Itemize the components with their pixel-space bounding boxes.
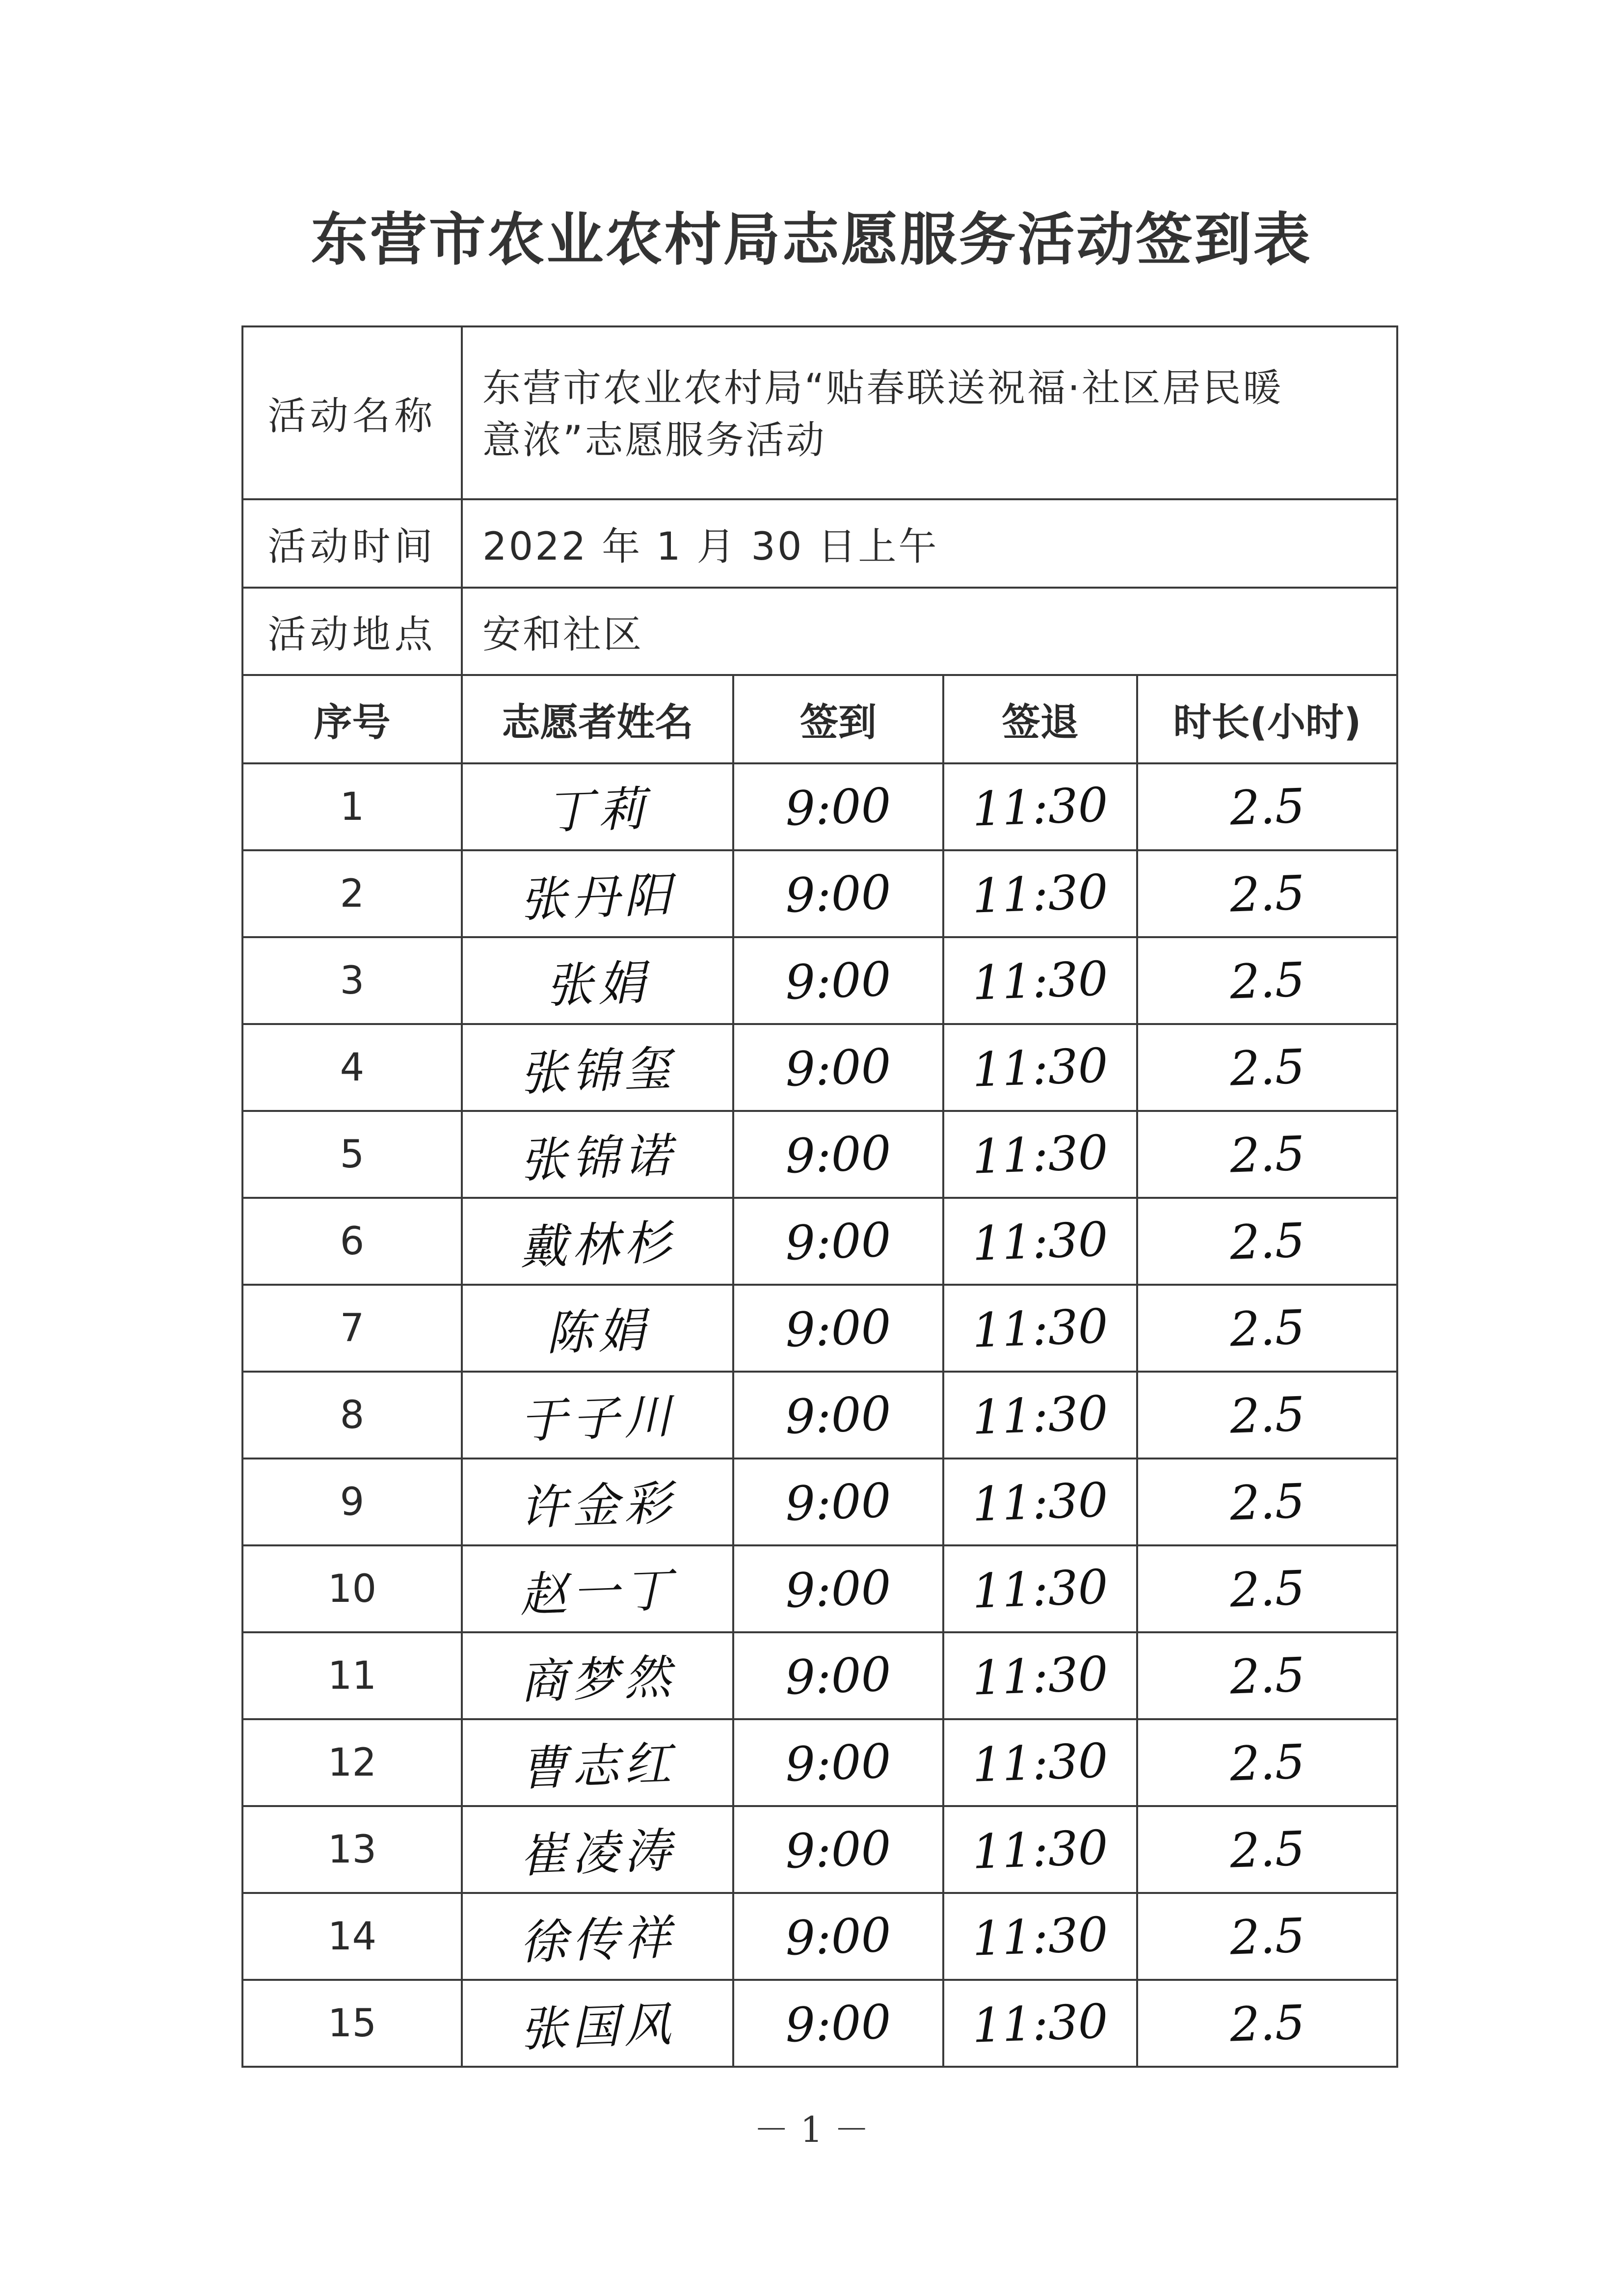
row-number: 11 xyxy=(327,1653,377,1698)
sign-out-time: 11:30 xyxy=(971,1037,1109,1098)
volunteer-signature: 张锦玺 xyxy=(518,1041,677,1102)
duration-hours-cell xyxy=(1137,1806,1397,1893)
table-row xyxy=(242,1980,1397,2067)
row-number: 2 xyxy=(340,871,365,916)
activity-name-value xyxy=(462,326,1397,499)
page-title: 东营市农业农村局志愿服务活动签到表 xyxy=(311,206,1312,273)
sign-in-time-cell xyxy=(733,850,943,937)
row-number: 6 xyxy=(340,1219,365,1264)
sign-out-time: 11:30 xyxy=(971,1732,1109,1793)
volunteer-signature: 商梦然 xyxy=(518,1649,677,1710)
sign-in-time: 9:00 xyxy=(784,951,892,1010)
row-number-cell xyxy=(242,1545,462,1632)
row-number-cell xyxy=(242,1632,462,1719)
volunteer-signature-cell xyxy=(462,1980,733,2067)
duration-hours: 2.5 xyxy=(1228,1820,1306,1879)
sign-out-time: 11:30 xyxy=(971,1124,1109,1185)
sign-in-time-cell xyxy=(733,937,943,1024)
volunteer-signature: 陈娟 xyxy=(544,1302,651,1361)
sign-in-time-cell xyxy=(733,1806,943,1893)
sign-in-time-cell xyxy=(733,1198,943,1285)
table-row xyxy=(242,1198,1397,1285)
volunteer-signature-cell xyxy=(462,1459,733,1545)
volunteer-signature: 张娟 xyxy=(544,955,651,1014)
sign-out-time-cell xyxy=(943,1459,1137,1545)
sign-in-time: 9:00 xyxy=(784,1038,892,1097)
duration-hours-cell xyxy=(1137,763,1397,850)
activity-time-value: 2022 年 1 月 30 日上午 xyxy=(462,499,1397,588)
duration-hours-cell xyxy=(1137,1111,1397,1198)
header-sign-in: 签到 xyxy=(733,675,943,763)
sign-in-time-cell xyxy=(733,1893,943,1980)
duration-hours: 2.5 xyxy=(1228,1212,1306,1270)
activity-name-line-2: 意浓”志愿服务活动 xyxy=(482,418,826,462)
row-number: 3 xyxy=(340,958,365,1003)
duration-hours-cell xyxy=(1137,1372,1397,1459)
sign-out-time-cell xyxy=(943,1198,1137,1285)
row-number: 7 xyxy=(340,1306,365,1351)
sign-out-time: 11:30 xyxy=(971,1906,1109,1967)
table-row xyxy=(242,1719,1397,1806)
row-number-cell xyxy=(242,1719,462,1806)
sign-out-time: 11:30 xyxy=(971,1646,1109,1706)
activity-place-label: 活动地点 xyxy=(242,588,462,675)
row-number: 4 xyxy=(340,1045,365,1090)
sign-in-time-cell xyxy=(733,1719,943,1806)
row-number-cell xyxy=(242,850,462,937)
header-duration: 时长(小时) xyxy=(1137,675,1397,763)
volunteer-signature-cell xyxy=(462,937,733,1024)
sign-out-time: 11:30 xyxy=(971,1298,1109,1358)
row-number: 13 xyxy=(327,1827,377,1872)
volunteer-signature-cell xyxy=(462,1719,733,1806)
duration-hours-cell xyxy=(1137,1719,1397,1806)
sign-in-time: 9:00 xyxy=(784,1212,892,1271)
sign-out-time-cell xyxy=(943,1632,1137,1719)
sign-in-time-cell xyxy=(733,1545,943,1632)
volunteer-signature: 张锦诺 xyxy=(518,1128,677,1189)
page-number: － 1 － xyxy=(753,2109,870,2150)
row-number-cell xyxy=(242,1024,462,1111)
sign-out-time-cell xyxy=(943,1719,1137,1806)
sign-in-time: 9:00 xyxy=(784,1559,892,1619)
duration-hours-cell xyxy=(1137,850,1397,937)
duration-hours: 2.5 xyxy=(1228,1125,1306,1184)
duration-hours: 2.5 xyxy=(1228,1647,1306,1705)
sign-out-time-cell xyxy=(943,1111,1137,1198)
duration-hours: 2.5 xyxy=(1228,1386,1306,1444)
row-number-cell xyxy=(242,1198,462,1285)
row-number: 14 xyxy=(327,1914,377,1959)
duration-hours-cell xyxy=(1137,1980,1397,2067)
activity-time-label: 活动时间 xyxy=(242,499,462,588)
sign-in-time: 9:00 xyxy=(784,1298,892,1358)
table-row xyxy=(242,1893,1397,1980)
volunteer-signature: 许金彩 xyxy=(518,1475,677,1536)
sign-out-time-cell xyxy=(943,850,1137,937)
sign-out-time: 11:30 xyxy=(971,1559,1109,1619)
table-row xyxy=(242,763,1397,850)
sign-out-time-cell xyxy=(943,1806,1137,1893)
header-seq: 序号 xyxy=(242,675,462,763)
row-number: 12 xyxy=(327,1740,377,1785)
duration-hours-cell xyxy=(1137,1459,1397,1545)
duration-hours-cell xyxy=(1137,1545,1397,1632)
volunteer-signature-cell xyxy=(462,763,733,850)
volunteer-signature: 丁莉 xyxy=(544,781,651,840)
table-row xyxy=(242,1111,1397,1198)
sign-out-time-cell xyxy=(943,1545,1137,1632)
sign-in-time: 9:00 xyxy=(784,1472,892,1532)
sign-in-time-cell xyxy=(733,763,943,850)
sign-out-time: 11:30 xyxy=(971,1993,1109,2053)
sign-out-time: 11:30 xyxy=(971,1211,1109,1271)
volunteer-signature-cell xyxy=(462,1111,733,1198)
volunteer-signature-cell xyxy=(462,1024,733,1111)
volunteer-signature: 张国风 xyxy=(518,1997,677,2057)
sign-out-time-cell xyxy=(943,1024,1137,1111)
sign-in-time: 9:00 xyxy=(784,1125,892,1184)
sign-in-time-cell xyxy=(733,1111,943,1198)
sign-out-time-cell xyxy=(943,1285,1137,1372)
volunteer-signature: 曹志红 xyxy=(518,1736,677,1797)
sign-in-time: 9:00 xyxy=(784,1385,892,1445)
sign-out-time: 11:30 xyxy=(971,1385,1109,1445)
column-header-row xyxy=(242,675,1397,763)
row-number: 5 xyxy=(340,1132,365,1177)
sign-in-time-cell xyxy=(733,1459,943,1545)
volunteer-signature-cell xyxy=(462,1372,733,1459)
volunteer-signature: 赵一丁 xyxy=(518,1562,677,1623)
table-row xyxy=(242,1545,1397,1632)
activity-name-line-1: 东营市农业农村局“贴春联送祝福·社区居民暖 xyxy=(482,366,1283,410)
duration-hours: 2.5 xyxy=(1228,778,1306,836)
sign-in-time-cell xyxy=(733,1285,943,1372)
sign-in-time-cell xyxy=(733,1372,943,1459)
duration-hours: 2.5 xyxy=(1228,951,1306,1010)
row-number: 10 xyxy=(327,1567,377,1611)
duration-hours-cell xyxy=(1137,1893,1397,1980)
sign-in-time: 9:00 xyxy=(784,1820,892,1879)
sign-out-time: 11:30 xyxy=(971,950,1109,1011)
table-row xyxy=(242,850,1397,937)
sign-in-time-cell xyxy=(733,1980,943,2067)
sign-out-time-cell xyxy=(943,937,1137,1024)
duration-hours: 2.5 xyxy=(1228,864,1306,923)
duration-hours-cell xyxy=(1137,937,1397,1024)
activity-place-row xyxy=(242,588,1397,675)
row-number: 8 xyxy=(340,1393,365,1437)
activity-place-value: 安和社区 xyxy=(462,588,1397,675)
row-number: 9 xyxy=(340,1480,365,1524)
volunteer-signature: 于子川 xyxy=(518,1388,677,1449)
activity-name-row xyxy=(242,326,1397,499)
row-number: 15 xyxy=(327,2001,377,2046)
row-number-cell xyxy=(242,1459,462,1545)
volunteer-signature: 崔凌涛 xyxy=(518,1823,677,1884)
volunteer-signature-cell xyxy=(462,1198,733,1285)
volunteer-signature-cell xyxy=(462,850,733,937)
volunteer-signature-cell xyxy=(462,1806,733,1893)
volunteer-signature: 戴林杉 xyxy=(518,1215,677,1275)
duration-hours-cell xyxy=(1137,1285,1397,1372)
volunteer-signature-cell xyxy=(462,1893,733,1980)
table-row xyxy=(242,937,1397,1024)
duration-hours: 2.5 xyxy=(1228,1473,1306,1531)
table-row xyxy=(242,1632,1397,1719)
sign-out-time: 11:30 xyxy=(971,1819,1109,1880)
sign-out-time: 11:30 xyxy=(971,1472,1109,1532)
duration-hours: 2.5 xyxy=(1228,1733,1306,1792)
sign-in-time: 9:00 xyxy=(784,864,892,923)
sign-in-time: 9:00 xyxy=(784,1907,892,1966)
header-name: 志愿者姓名 xyxy=(462,675,733,763)
sign-out-time-cell xyxy=(943,1372,1137,1459)
volunteer-signature: 张丹阳 xyxy=(518,867,677,928)
row-number: 1 xyxy=(340,784,365,829)
volunteer-signature-cell xyxy=(462,1632,733,1719)
table-row xyxy=(242,1372,1397,1459)
activity-name-label: 活动名称 xyxy=(242,326,462,499)
header-sign-out: 签退 xyxy=(943,675,1137,763)
duration-hours-cell xyxy=(1137,1024,1397,1111)
duration-hours-cell xyxy=(1137,1632,1397,1719)
sign-out-time: 11:30 xyxy=(971,777,1109,837)
sign-in-time-cell xyxy=(733,1024,943,1111)
sign-out-time: 11:30 xyxy=(971,864,1109,924)
sign-in-time-cell xyxy=(733,1632,943,1719)
table-row xyxy=(242,1024,1397,1111)
activity-time-row xyxy=(242,499,1397,588)
sign-in-time: 9:00 xyxy=(784,1733,892,1792)
row-number-cell xyxy=(242,1893,462,1980)
volunteer-signature-cell xyxy=(462,1285,733,1372)
row-number-cell xyxy=(242,937,462,1024)
table-row xyxy=(242,1806,1397,1893)
duration-hours: 2.5 xyxy=(1228,1038,1306,1097)
sign-out-time-cell xyxy=(943,763,1137,850)
duration-hours: 2.5 xyxy=(1228,1299,1306,1357)
table-row xyxy=(242,1285,1397,1372)
sign-in-time: 9:00 xyxy=(784,1994,892,2053)
row-number-cell xyxy=(242,1980,462,2067)
row-number-cell xyxy=(242,763,462,850)
duration-hours: 2.5 xyxy=(1228,1560,1306,1618)
duration-hours-cell xyxy=(1137,1198,1397,1285)
sign-out-time-cell xyxy=(943,1893,1137,1980)
row-number-cell xyxy=(242,1285,462,1372)
row-number-cell xyxy=(242,1806,462,1893)
sign-in-table xyxy=(241,325,1398,2068)
row-number-cell xyxy=(242,1372,462,1459)
volunteer-signature-cell xyxy=(462,1545,733,1632)
sign-out-time-cell xyxy=(943,1980,1137,2067)
sign-in-time: 9:00 xyxy=(784,777,892,837)
duration-hours: 2.5 xyxy=(1228,1907,1306,1966)
duration-hours: 2.5 xyxy=(1228,1994,1306,2053)
volunteer-signature: 徐传祥 xyxy=(518,1910,677,1971)
row-number-cell xyxy=(242,1111,462,1198)
table-row xyxy=(242,1459,1397,1545)
sign-in-time: 9:00 xyxy=(784,1646,892,1705)
